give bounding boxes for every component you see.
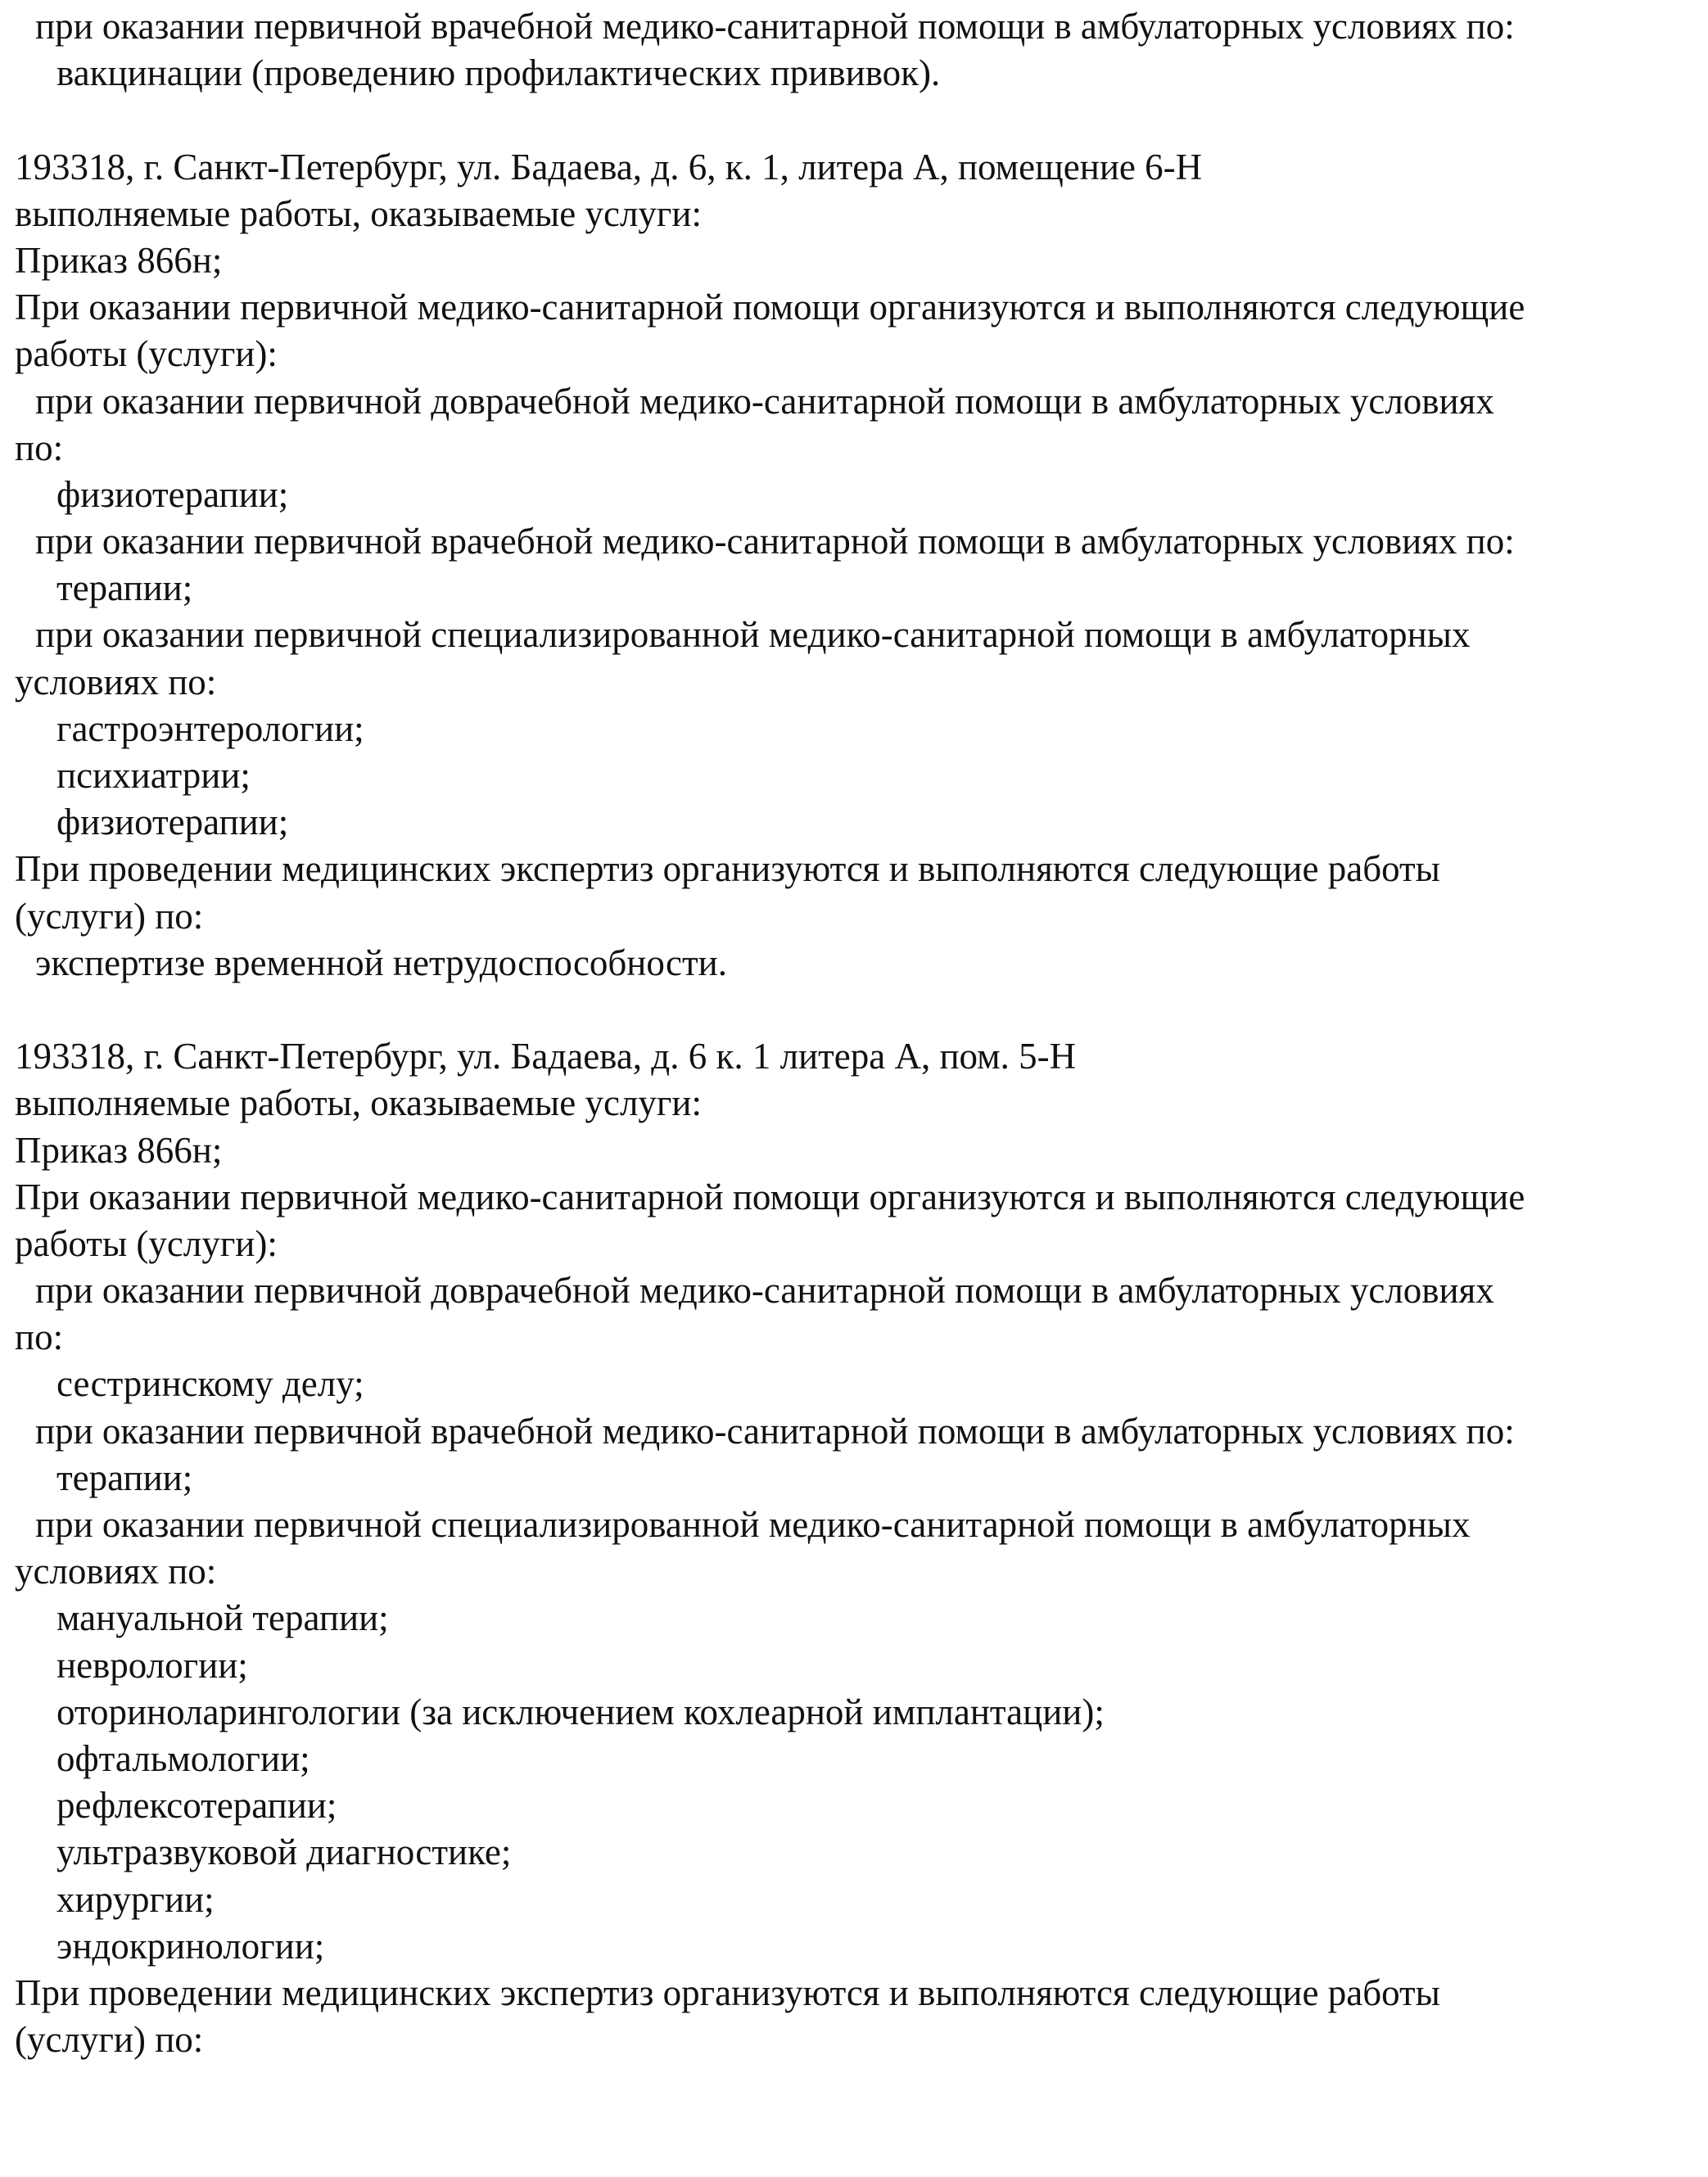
document-line: экспертизе временной нетрудоспособности.: [35, 942, 727, 983]
document-line: условиях по:: [15, 661, 217, 702]
document-line: терапии;: [56, 567, 193, 609]
document-line: при оказании первичной доврачебной медико-санитарной помощи в амбулаторных условиях: [35, 380, 1494, 422]
document-line: сестринскому делу;: [56, 1363, 364, 1405]
document-line: выполняемые работы, оказываемые услуги:: [15, 1082, 702, 1124]
document-line: Приказ 866н;: [15, 1129, 223, 1171]
document-line: выполняемые работы, оказываемые услуги:: [15, 192, 702, 234]
document-line: (услуги) по:: [15, 2019, 204, 2061]
document-line: При оказании первичной медико-санитарной помощи организуются и выполняются следующие: [15, 1176, 1525, 1217]
document-line: по:: [15, 427, 64, 468]
document-line: мануальной терапии;: [56, 1597, 389, 1639]
document-line: При оказании первичной медико-санитарной помощи организуются и выполняются следующие: [15, 287, 1525, 328]
document-line: вакцинации (проведению профилактических прививок).: [56, 52, 941, 94]
document-line: при оказании первичной специализированной медико-санитарной помощи в амбулаторных: [35, 614, 1471, 656]
document-line: при оказании первичной специализированной медико-санитарной помощи в амбулаторных: [35, 1504, 1471, 1545]
document-line: оториноларингологии (за исключением кохлеарной имплантации);: [56, 1691, 1105, 1732]
document-line: при оказании первичной врачебной медико-санитарной помощи в амбулаторных условиях по:: [35, 521, 1515, 562]
document-line: условиях по:: [15, 1551, 217, 1592]
document-line: работы (услуги):: [15, 333, 278, 375]
document-line: хирургии;: [56, 1878, 215, 1920]
document-line: эндокринологии;: [56, 1925, 325, 1967]
document-line: (услуги) по:: [15, 895, 204, 937]
document-line: терапии;: [56, 1457, 193, 1498]
document-line: ультразвуковой диагностике;: [56, 1831, 512, 1873]
document-line: работы (услуги):: [15, 1222, 278, 1264]
document-line: психиатрии;: [56, 755, 251, 796]
document-line: при оказании первичной доврачебной медико-санитарной помощи в амбулаторных условиях: [35, 1270, 1494, 1312]
document-line: 193318, г. Санкт-Петербург, ул. Бадаева, д. 6 к. 1 литера А, пом. 5-Н: [15, 1036, 1077, 1077]
document-line: офтальмологии;: [56, 1737, 310, 1779]
document-line: при оказании первичной врачебной медико-санитарной помощи в амбулаторных условиях по:: [35, 1410, 1515, 1452]
document-page: [15, 3, 1701, 2063]
blank-line: [15, 97, 1701, 143]
document-line: по:: [15, 1317, 64, 1358]
document-line: физиотерапии;: [56, 802, 289, 843]
document-line: при оказании первичной врачебной медико-санитарной помощи в амбулаторных условиях по:: [35, 6, 1515, 47]
document-line: При проведении медицинских экспертиз организуются и выполняются следующие работы: [15, 1971, 1440, 2013]
document-line: физиотерапии;: [56, 473, 289, 515]
document-line: 193318, г. Санкт-Петербург, ул. Бадаева, д. 6, к. 1, литера А, помещение 6-Н: [15, 146, 1203, 187]
document-line: Приказ 866н;: [15, 239, 223, 281]
document-line: неврологии;: [56, 1644, 248, 1686]
blank-line: [15, 987, 1701, 1033]
document-line: При проведении медицинских экспертиз организуются и выполняются следующие работы: [15, 848, 1440, 890]
document-line: рефлексотерапии;: [56, 1785, 337, 1827]
document-line: гастроэнтерологии;: [56, 707, 364, 749]
